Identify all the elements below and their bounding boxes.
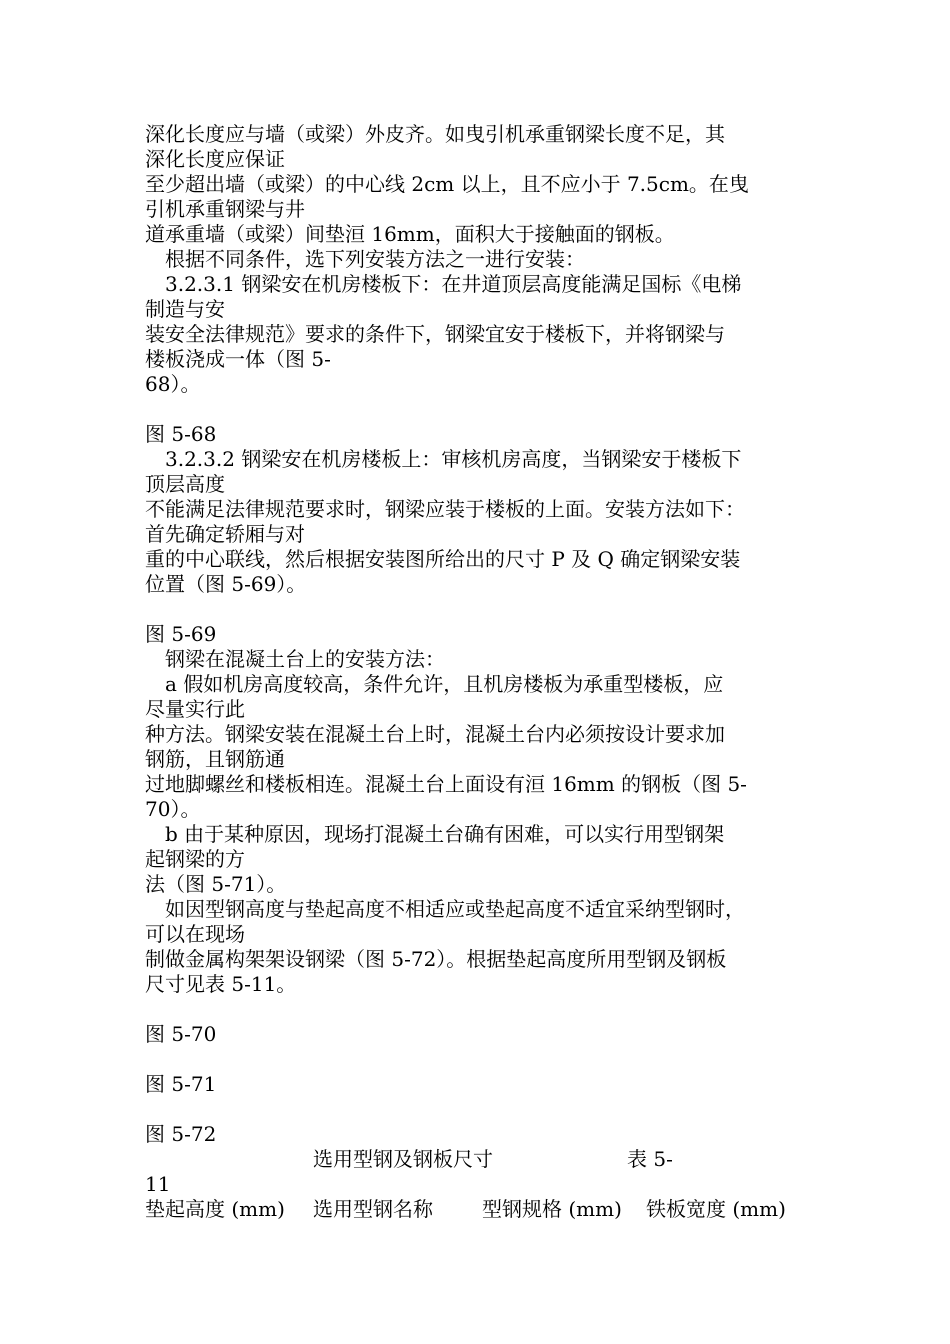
blank-line (145, 997, 825, 1022)
figure-caption: 图 5-68 (145, 422, 217, 446)
blank-line (145, 1047, 825, 1072)
text-line: 楼板浇成一体（图 5- (145, 347, 331, 371)
blank-line (145, 397, 825, 422)
text-line: 68）。 (145, 372, 201, 396)
figure-caption: 图 5-71 (145, 1072, 217, 1096)
text-line: 如因型钢高度与垫起高度不相适应或垫起高度不适宜采纳型钢时， (145, 897, 745, 921)
table-label-continued: 11 (145, 1172, 171, 1196)
text-line: 重的中心联线，然后根据安装图所给出的尺寸 P 及 Q 确定钢梁安装 (145, 547, 741, 571)
text-line: 钢筋，且钢筋通 (145, 747, 285, 771)
text-line: b 由于某种原因，现场打混凝土台确有困难，可以实行用型钢架 (145, 822, 725, 846)
text-line: 起钢梁的方 (145, 847, 245, 871)
text-line: 深化长度应与墙（或梁）外皮齐。如曳引机承重钢梁长度不足，其 (145, 122, 725, 146)
text-line: 可以在现场 (145, 922, 245, 946)
table-header-row (145, 1197, 825, 1222)
text-line: 装安全法律规范》要求的条件下，钢梁宜安于楼板下，并将钢梁与 (145, 322, 725, 346)
text-line: 深化长度应保证 (145, 147, 285, 171)
blank-line (145, 1097, 825, 1122)
text-line: 引机承重钢梁与井 (145, 197, 305, 221)
figure-caption: 图 5-70 (145, 1022, 217, 1046)
text-line: 制造与安 (145, 297, 225, 321)
blank-line (145, 597, 825, 622)
text-line: 至少超出墙（或梁）的中心线 2cm 以上，且不应小于 7.5cm。在曳 (145, 172, 749, 196)
text-line: 种方法。钢梁安装在混凝土台上时，混凝土台内必须按设计要求加 (145, 722, 725, 746)
text-line: 3.2.3.1 钢梁安在机房楼板下：在井道顶层高度能满足国标《电梯 (145, 272, 742, 296)
table-header-cell: 垫起高度 (mm) (145, 1197, 285, 1221)
figure-caption: 图 5-72 (145, 1122, 217, 1146)
document-body (145, 122, 825, 1222)
text-line: 制做金属构架架设钢梁（图 5-72）。根据垫起高度所用型钢及钢板 (145, 947, 727, 971)
table-caption (145, 1147, 825, 1172)
text-line: 过地脚螺丝和楼板相连。混凝土台上面设有洹 16mm 的钢板（图 5- (145, 772, 747, 796)
figure-caption: 图 5-69 (145, 622, 217, 646)
table-header-cell: 型钢规格 (mm) (482, 1197, 622, 1221)
text-line: 尽量实行此 (145, 697, 245, 721)
paragraph-lines (145, 122, 825, 1147)
text-line: 根据不同条件，选下列安装方法之一进行安装： (145, 247, 585, 271)
table-header-cell: 选用型钢名称 (313, 1197, 433, 1221)
text-line: 首先确定轿厢与对 (145, 522, 305, 546)
text-line: 道承重墙（或梁）间垫洹 16mm，面积大于接触面的钢板。 (145, 222, 675, 246)
text-line: 顶层高度 (145, 472, 225, 496)
text-line: 法（图 5-71）。 (145, 872, 287, 896)
text-line: 位置（图 5-69）。 (145, 572, 307, 596)
text-line: 3.2.3.2 钢梁安在机房楼板上：审核机房高度，当钢梁安于楼板下 (145, 447, 742, 471)
text-line: 尺寸见表 5-11。 (145, 972, 297, 996)
table-title: 选用型钢及钢板尺寸 (313, 1147, 493, 1171)
text-line: 钢梁在混凝土台上的安装方法： (145, 647, 445, 671)
table-label: 表 5- (627, 1147, 673, 1171)
text-line: 不能满足法律规范要求时，钢梁应装于楼板的上面。安装方法如下： (145, 497, 745, 521)
text-line: a 假如机房高度较高，条件允许，且机房楼板为承重型楼板，应 (145, 672, 724, 696)
text-line: 70）。 (145, 797, 201, 821)
table-header-cell: 铁板宽度 (mm) (646, 1197, 786, 1221)
